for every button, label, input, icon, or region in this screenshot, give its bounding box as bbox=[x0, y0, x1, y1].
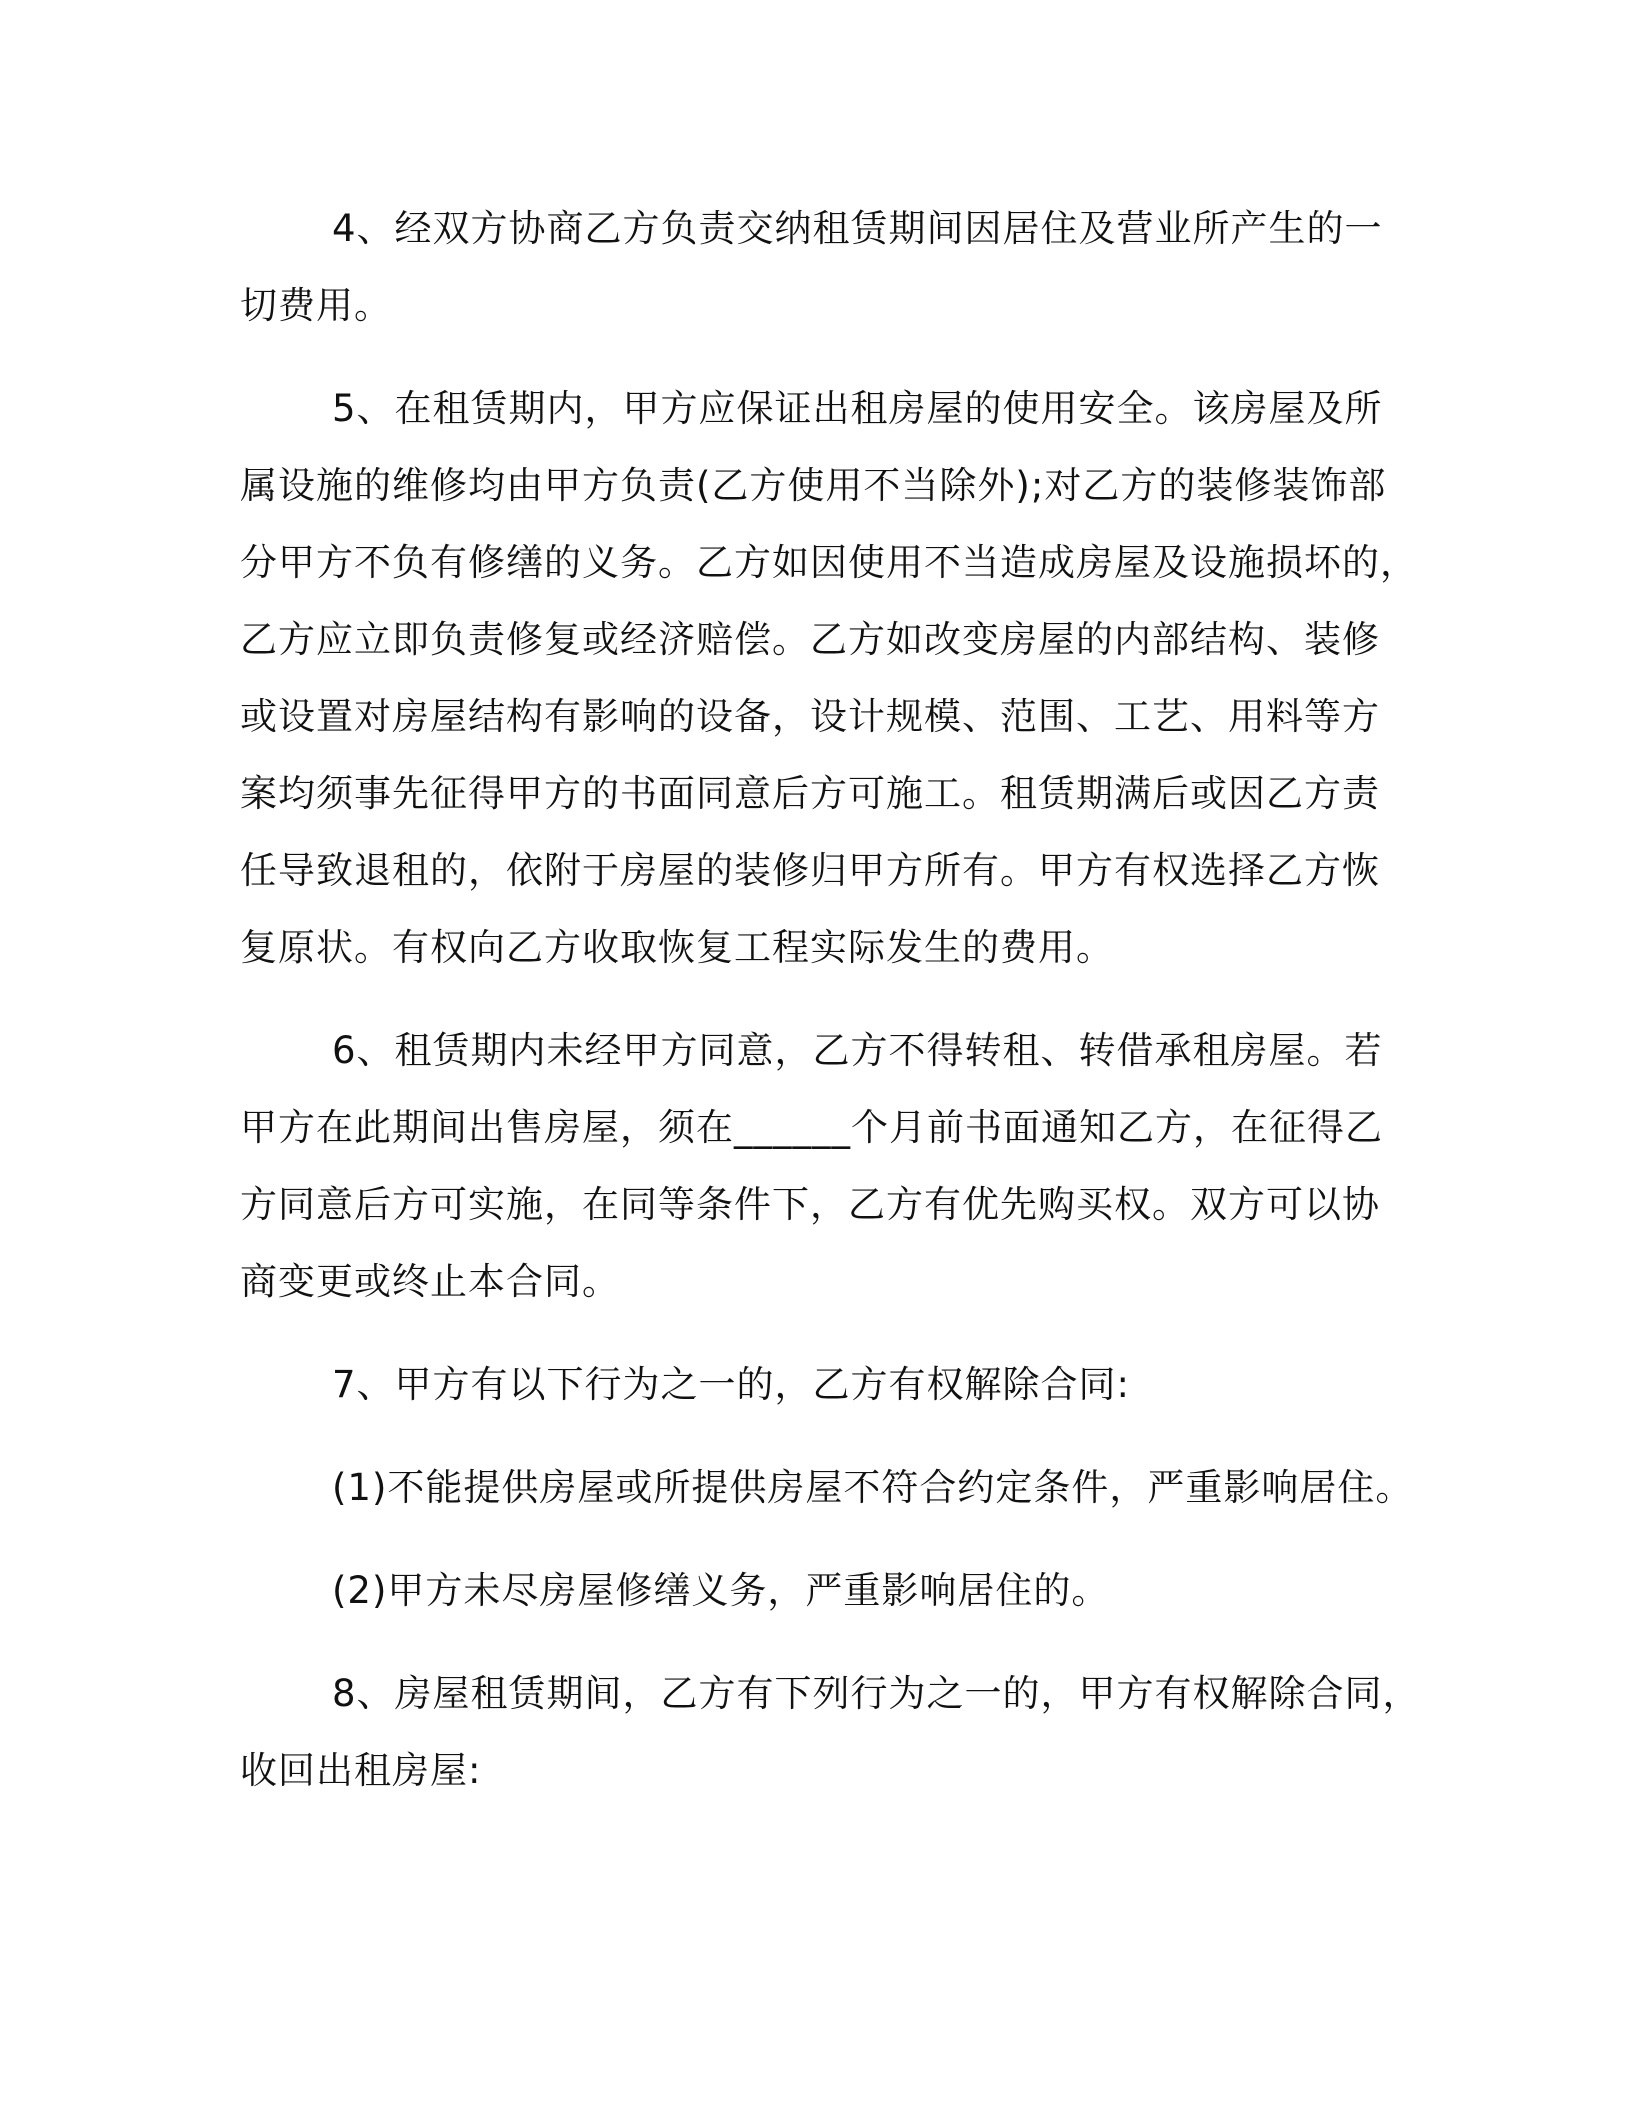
clause-5 bbox=[240, 370, 1418, 986]
clause-7 bbox=[240, 1346, 1372, 1423]
clause-4 bbox=[240, 190, 1383, 344]
text-line: (1)不能提供房屋或所提供房屋不符合约定条件，严重影响居住。 bbox=[332, 1466, 1414, 1509]
text-line: 或设置对房屋结构有影响的设备，设计规模、范围、工艺、用料等方 bbox=[240, 695, 1380, 738]
text-line: 甲方在此期间出售房屋，须在______个月前书面通知乙方，在征得乙 bbox=[240, 1106, 1383, 1149]
text-line: 案均须事先征得甲方的书面同意后方可施工。租赁期满后或因乙方责 bbox=[240, 772, 1380, 815]
text-line: 分甲方不负有修缮的义务。乙方如因使用不当造成房屋及设施损坏的， bbox=[240, 541, 1418, 584]
text-line: 8、房屋租赁期间，乙方有下列行为之一的，甲方有权解除合同， bbox=[332, 1672, 1421, 1715]
clause-8 bbox=[240, 1655, 1421, 1809]
text-line: 6、租赁期内未经甲方同意，乙方不得转租、转借承租房屋。若 bbox=[332, 1029, 1383, 1072]
clause-7-item-1 bbox=[240, 1449, 1414, 1526]
text-line: (2)甲方未尽房屋修缮义务，严重影响居住的。 bbox=[332, 1569, 1110, 1612]
text-line: 4、经双方协商乙方负责交纳租赁期间因居住及营业所产生的一 bbox=[332, 207, 1383, 250]
text-line: 7、甲方有以下行为之一的，乙方有权解除合同: bbox=[332, 1363, 1131, 1406]
clause-7-item-2 bbox=[240, 1552, 1372, 1629]
text-line: 属设施的维修均由甲方负责(乙方使用不当除外);对乙方的装修装饰部 bbox=[240, 464, 1387, 507]
text-line: 乙方应立即负责修复或经济赔偿。乙方如改变房屋的内部结构、装修 bbox=[240, 618, 1380, 661]
document-page bbox=[240, 190, 1421, 1835]
text-line: 任导致退租的，依附于房屋的装修归甲方所有。甲方有权选择乙方恢 bbox=[240, 849, 1380, 892]
text-line: 复原状。有权向乙方收取恢复工程实际发生的费用。 bbox=[240, 926, 1114, 969]
text-line: 商变更或终止本合同。 bbox=[240, 1260, 620, 1303]
text-line: 5、在租赁期内，甲方应保证出租房屋的使用安全。该房屋及所 bbox=[332, 387, 1383, 430]
text-line: 收回出租房屋: bbox=[240, 1749, 482, 1792]
clause-6 bbox=[240, 1012, 1383, 1320]
text-line: 切费用。 bbox=[240, 284, 392, 327]
text-line: 方同意后方可实施，在同等条件下，乙方有优先购买权。双方可以协 bbox=[240, 1183, 1380, 1226]
